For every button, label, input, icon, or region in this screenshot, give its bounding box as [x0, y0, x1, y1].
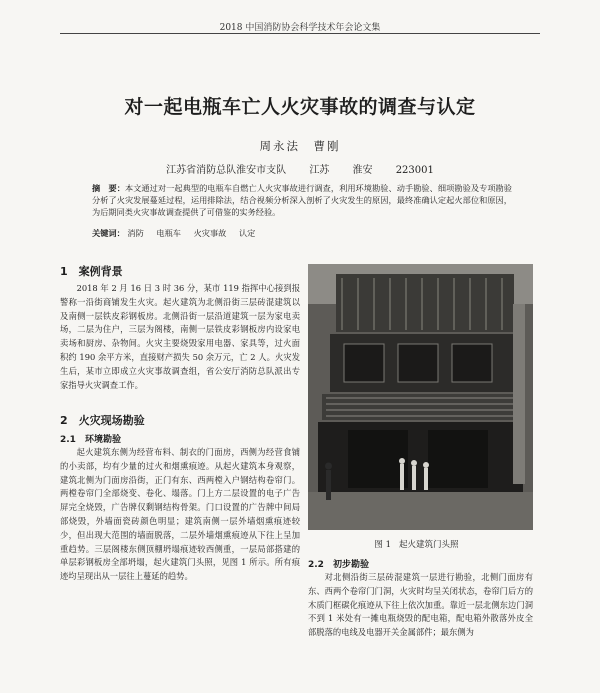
affiliation-postcode: 223001 [395, 165, 434, 176]
abstract [92, 182, 512, 218]
affiliation [60, 161, 540, 176]
authors: 周永法 曹刚 [259, 139, 341, 153]
fire-scene-illustration [308, 264, 533, 530]
section-2-heading: 2 火灾现场勘验 [60, 414, 145, 427]
keyword: 消防 [127, 228, 144, 238]
header-divider [60, 33, 540, 34]
abstract-label: 摘 要： [92, 183, 125, 193]
section-2-1-heading: 2.1 环境勘验 [60, 435, 121, 445]
keywords [92, 228, 512, 239]
section-2-2-heading: 2.2 初步勘验 [308, 560, 369, 570]
fire-scene-photo [308, 264, 533, 530]
figure-caption-label: 图 1 [374, 540, 392, 550]
affiliation-city: 淮安 [352, 165, 373, 176]
abstract-text: 本文通过对一起典型的电瓶车自燃亡人火灾事故进行调查，利用环境勘验、动手勘验、细项勘验及专项勘验分析了火灾发展蔓延过程，运用排除法，结合视频分析深入剖析了火灾发生的原因，最终准确认定起火部位和原因，为后期同类火灾事故调查提供了可借鉴的实务经验。 [92, 183, 512, 217]
affiliation-org: 江苏省消防总队淮安市支队 [166, 165, 287, 176]
affiliation-province: 江苏 [309, 165, 330, 176]
keyword: 火灾事故 [193, 228, 227, 238]
running-header: 2018 中国消防协会科学技术年会论文集 [219, 23, 381, 33]
section-1-heading: 1 案例背景 [60, 265, 123, 278]
figure-caption [308, 538, 533, 550]
section-2-2-paragraph: 对北侧沿街三层砖混建筑一层进行勘验，北侧门面房有东、西两个卷帘门门洞，火灾时均呈关闭状态，卷帘门后方的木质门框碳化痕迹从下往上依次加重。靠近一层北侧东边门洞不到 1 米处有一摊电瓶烧毁的配电箱，配电箱外散落外皮全部脱落的电线及电器开关金属部件；最东侧为 [308, 572, 533, 638]
keyword: 认定 [238, 228, 256, 238]
keyword: 电瓶车 [156, 228, 181, 238]
paper-title: 对一起电瓶车亡人火灾事故的调查与认定 [124, 96, 476, 118]
keywords-label: 关键词： [92, 228, 125, 238]
section-2-1-paragraph: 起火建筑东侧为经营布料、制衣的门面房，西侧为经营食铺的小卖部，均有少量的过火和烟熏痕迹。从起火建筑本身观察，建筑北侧为门面房沿街，正门有东、西两樘入户钢结构卷帘门。两樘卷帘门全部烧变、卷化、塌落。门上方二层设置的电子广告屏完全烧毁，广告牌仅剩钢结构骨架。门口设置的广告牌中间局部烧毁，外墙面瓷砖颜色明显；建筑南侧一层外墙烟熏痕迹较少，但出现大范围的墙面脱落，二层外墙烟熏痕迹从下往上呈加重趋势。三层阁楼东侧顶棚坍塌痕迹较西侧重，一层局部搭建的单层彩钢板房全部坍塌，起火建筑门头照，见图 1 所示。所有痕迹均呈现出从一层往上蔓延的趋势。 [60, 447, 300, 582]
figure-caption-text: 起火建筑门头照 [399, 540, 459, 550]
section-1-paragraph: 2018 年 2 月 16 日 3 时 36 分，某市 119 指挥中心接到报警称一沿街商铺发生火灾。起火建筑为北侧沿街三层砖混建筑以及南侧一层铁皮彩钢板房。北侧沿街一层沿道建筑一层为家电卖场，二层为住户，三层为阁楼，南侧一层铁皮彩钢板房内设家电卖场和厨房、杂物间。火灾主要烧毁家用电器、家具等，过火面积约 190 余平方米，直接财产损失 50 余万元，亡 2 人。火灾发生后，某市立即成立火灾事故调查组，省公安厅消防总队派出专家指导火灾调查工作。 [60, 283, 300, 390]
